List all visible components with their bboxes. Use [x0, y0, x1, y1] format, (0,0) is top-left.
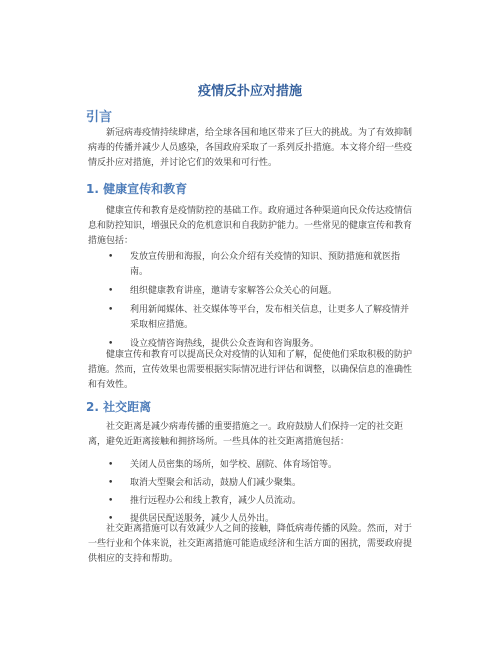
list-item: • 取消大型聚会和活动，鼓励人们减少聚集。 [88, 476, 414, 491]
bullet-icon: • [108, 305, 114, 315]
section-1-outro: 健康宣传和教育可以提高民众对疫情的认知和了解，促使他们采取积极的防护措施。然而，宣传效果也需要根据实际情况进行评估和调整，以确保信息的准确性和有效性。 [88, 350, 413, 390]
bullet-icon: • [108, 478, 114, 488]
section-2-list [88, 458, 414, 527]
list-item: • 发放宣传册和海报，向公众介绍有关疫情的知识、预防措施和就医指南。 [108, 252, 401, 277]
bullet-icon: • [108, 339, 114, 349]
bullet-icon: • [108, 514, 114, 524]
document-title: 疫情反扑应对措施 [197, 84, 302, 99]
section-1-intro: 健康宣传和教育是疫情防控的基础工作。政府通过各种渠道向民众传达疫情信息和防控知识，增强民众的危机意识和自我防护能力。一些常见的健康宣传和教育措施包括： [88, 206, 413, 246]
section-2-outro: 社交距离措施可以有效减少人之间的接触，降低病毒传播的风险。然而，对于一些行业和个体来说，社交距离措施可能造成经济和生活方面的困扰，需要政府提供相应的支持和帮助。 [88, 524, 413, 564]
list-item: • 关闭人员密集的场所，如学校、剧院、体育场馆等。 [88, 458, 414, 473]
section-heading-intro: 引言 [86, 110, 113, 125]
list-item: • 设立疫情咨询热线，提供公众查询和咨询服务。 [88, 337, 414, 352]
bullet-icon: • [108, 460, 114, 470]
bullet-icon: • [108, 496, 114, 506]
bullet-icon: • [108, 252, 114, 262]
list-item: • 提供居民配送服务，减少人员外出。 [88, 512, 414, 527]
section-heading-social-distancing: 2. 社交距离 [86, 400, 152, 414]
bullet-icon: • [108, 286, 114, 296]
intro-paragraph: 新冠病毒疫情持续肆虐，给全球各国和地区带来了巨大的挑战。为了有效抑制病毒的传播并减少人员感染，各国政府采取了一系列反扑措施。本文将介绍一些疫情反扑应对措施，并讨论它们的效果和可行性。 [88, 128, 413, 168]
section-1-list [88, 250, 414, 352]
list-item: • 推行远程办公和线上教育，减少人员流动。 [88, 494, 414, 509]
list-item: • 组织健康教育讲座，邀请专家解答公众关心的问题。 [88, 284, 414, 299]
section-2-intro: 社交距离是减少病毒传播的重要措施之一。政府鼓励人们保持一定的社交距离，避免近距离接触和拥挤场所。一些具体的社交距离措施包括： [88, 422, 404, 447]
list-item: • 利用新闻媒体、社交媒体等平台，发布相关信息，让更多人了解疫情并采取相应措施。 [108, 305, 410, 330]
section-heading-health-education: 1. 健康宣传和教育 [86, 182, 188, 196]
